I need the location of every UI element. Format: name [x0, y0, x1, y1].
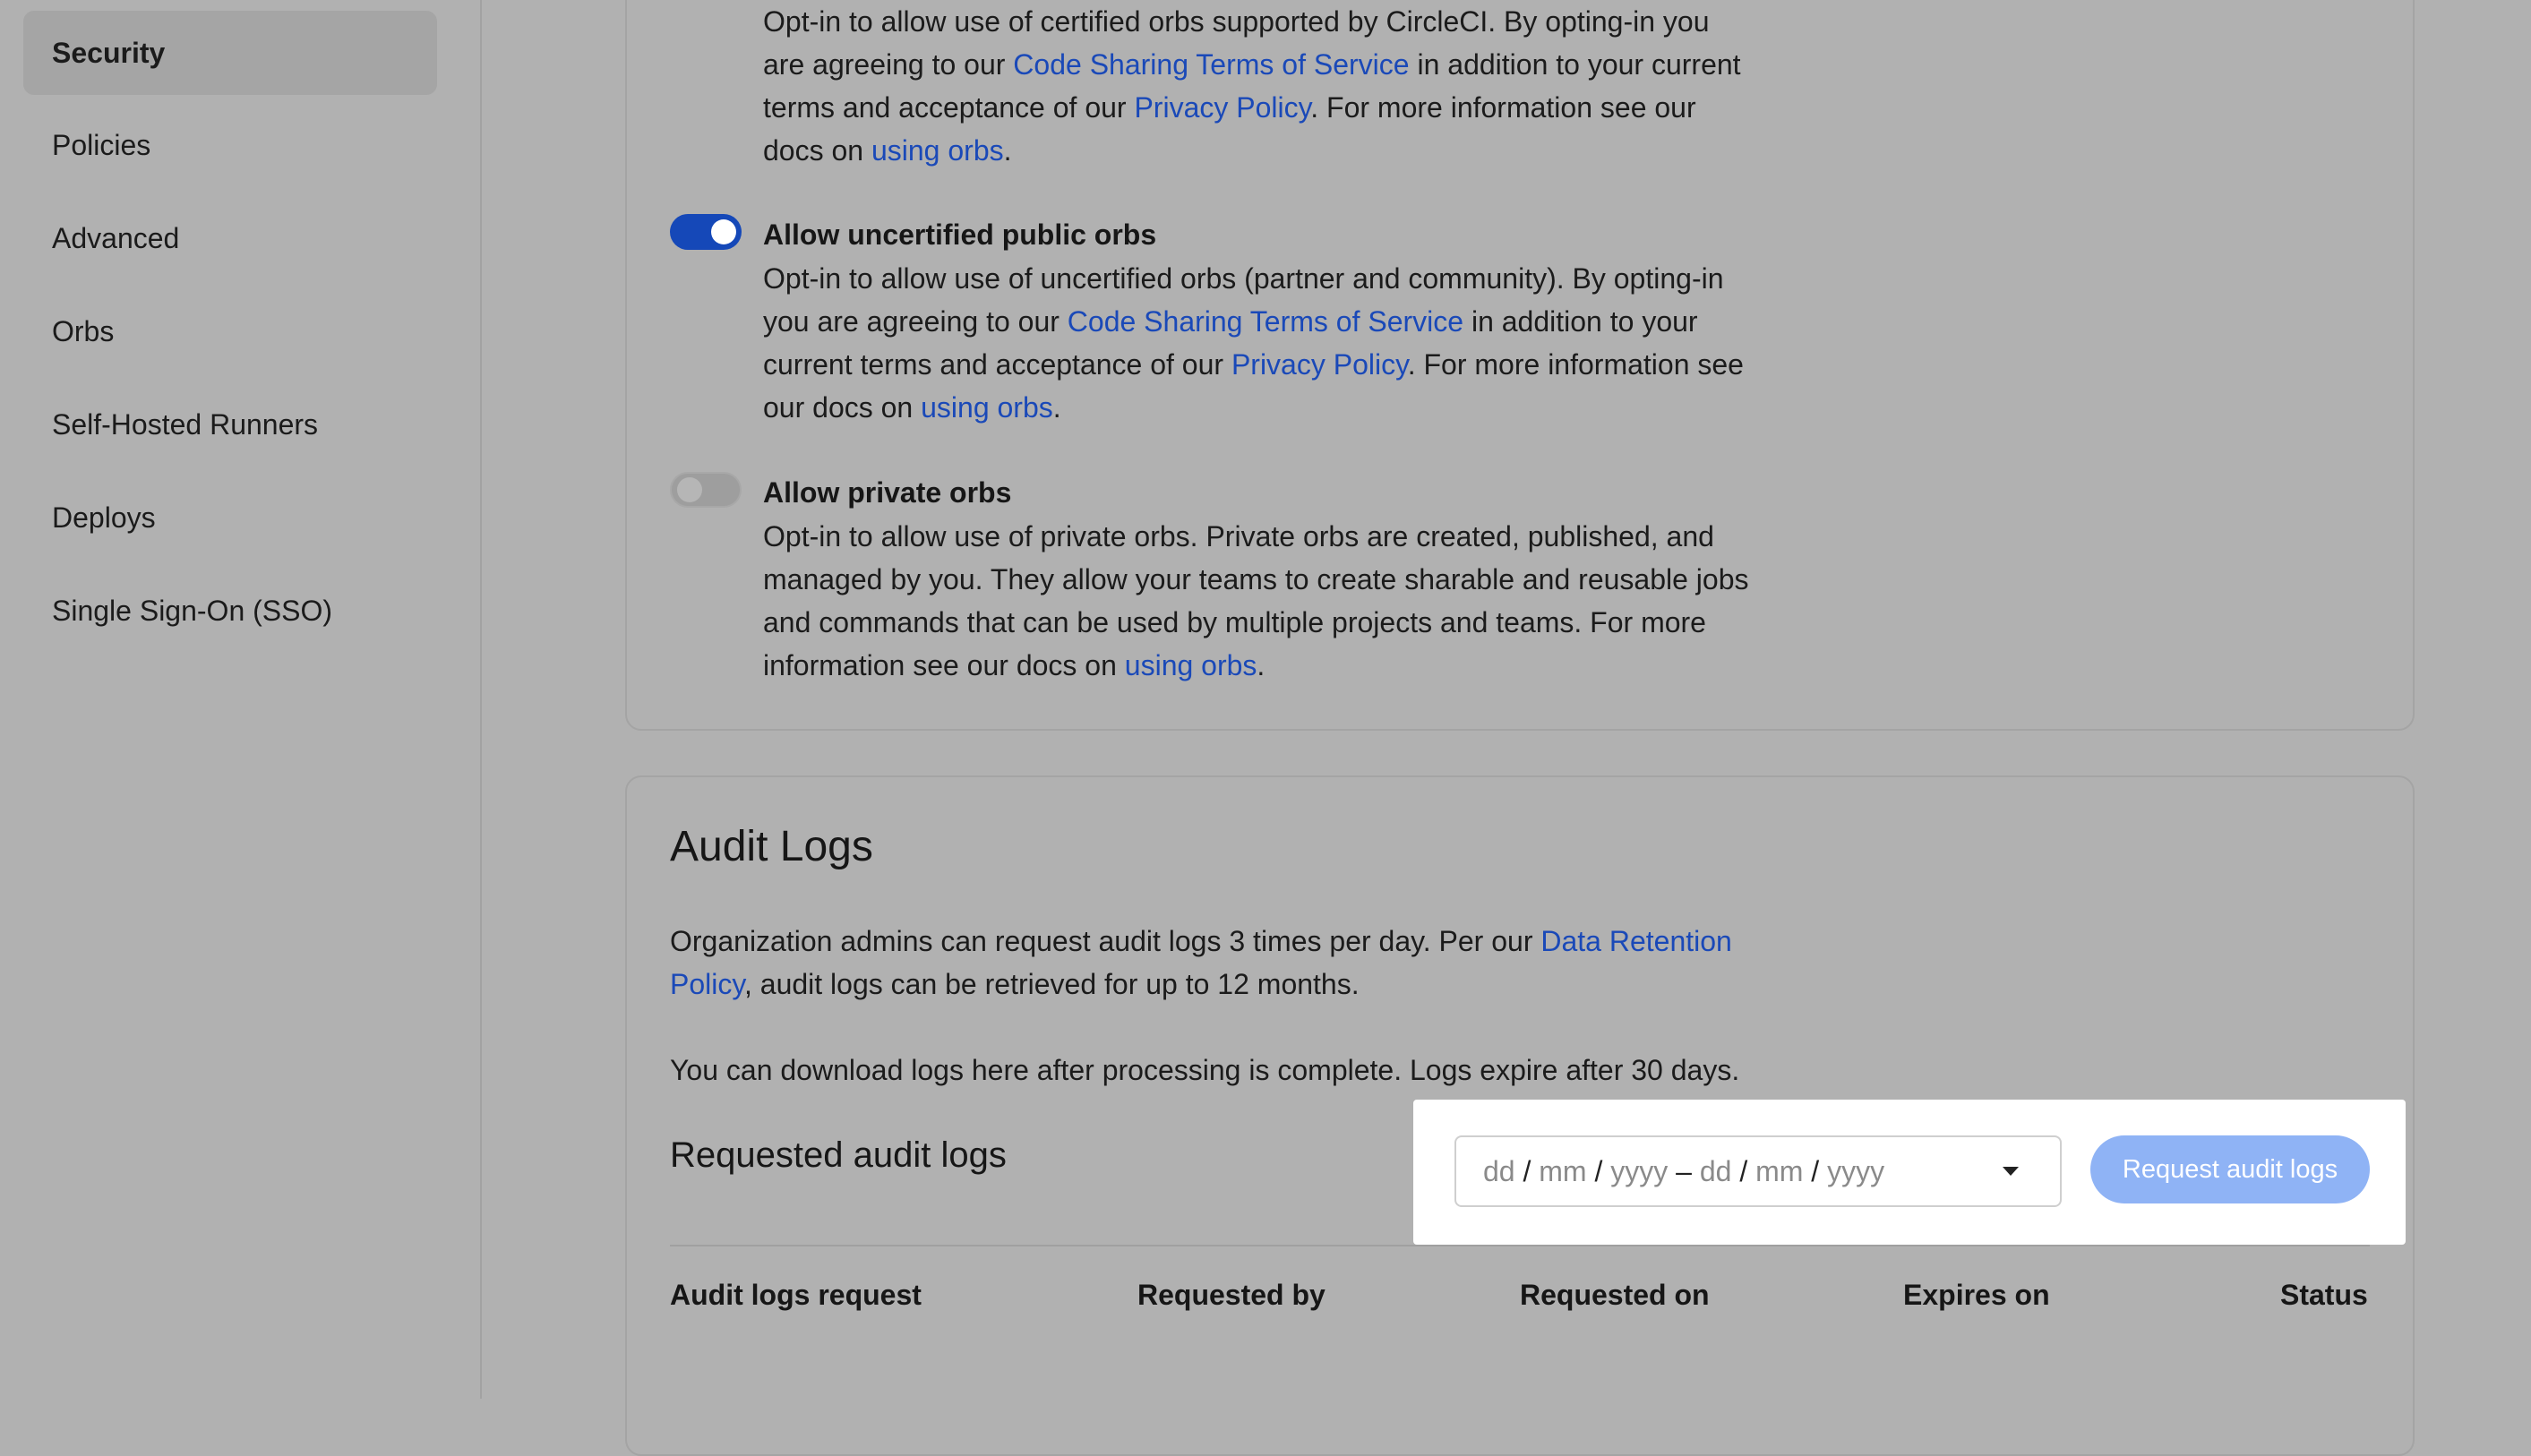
text-line: [763, 300, 1744, 343]
date-range-input[interactable]: [1454, 1135, 2062, 1207]
text: . For more information see our: [1310, 91, 1696, 124]
uncertified-orbs-title: Allow uncertified public orbs: [763, 218, 1157, 251]
text-line: and commands that can be used by multiple projects and teams. For more: [763, 606, 1706, 638]
audit-request-panel: [1413, 1100, 2406, 1245]
privacy-policy-link[interactable]: Privacy Policy: [1231, 348, 1408, 381]
end-month: mm: [1755, 1155, 1804, 1187]
text-line: [763, 644, 1749, 687]
text: docs on: [763, 134, 871, 167]
using-orbs-link[interactable]: using orbs: [1124, 649, 1257, 681]
private-orbs-toggle[interactable]: [670, 472, 742, 508]
date-separator: /: [1594, 1155, 1603, 1187]
text-line: [763, 343, 1744, 386]
text-line: Opt-in to allow use of private orbs. Private orbs are created, published, and: [763, 520, 1714, 552]
private-orbs-description: [763, 515, 1749, 687]
private-orbs-title: Allow private orbs: [763, 476, 1012, 509]
sidebar-item-deploys[interactable]: [23, 475, 437, 560]
text-line: [763, 43, 1741, 86]
text-line: [763, 86, 1741, 129]
start-year: yyyy: [1610, 1155, 1669, 1187]
sidebar-item-label: Orbs: [52, 315, 115, 347]
sidebar-item-policies[interactable]: [23, 103, 437, 187]
using-orbs-link[interactable]: using orbs: [871, 134, 1004, 167]
toggle-knob: [677, 477, 702, 502]
certified-orbs-description: [763, 0, 1741, 172]
sidebar-item-advanced[interactable]: [23, 196, 437, 280]
text: .: [1052, 391, 1061, 424]
start-day: dd: [1483, 1155, 1515, 1187]
code-sharing-terms-link[interactable]: Code Sharing Terms of Service: [1067, 305, 1464, 338]
sidebar-item-orbs[interactable]: [23, 289, 437, 373]
code-sharing-terms-link[interactable]: Code Sharing Terms of Service: [1013, 48, 1410, 81]
audit-logs-expiry-note: You can download logs here after processing is complete. Logs expire after 30 days.: [670, 1054, 1740, 1086]
text: our docs on: [763, 391, 922, 424]
sidebar-item-self-hosted-runners[interactable]: [23, 382, 437, 467]
text-line: [670, 963, 1732, 1006]
using-orbs-link[interactable]: using orbs: [921, 391, 1053, 424]
sidebar-item-label: Policies: [52, 129, 151, 161]
end-day: dd: [1699, 1155, 1732, 1187]
sidebar-item-security[interactable]: [23, 11, 437, 95]
uncertified-orbs-toggle[interactable]: [670, 214, 742, 250]
data-retention-policy-link[interactable]: Policy: [670, 968, 744, 1000]
request-audit-logs-button[interactable]: Request audit logs: [2090, 1135, 2370, 1203]
text: information see our docs on: [763, 649, 1125, 681]
sidebar: [0, 0, 482, 1399]
requested-audit-logs-heading: Requested audit logs: [670, 1135, 1007, 1175]
date-separator: /: [1811, 1155, 1820, 1187]
text: current terms and acceptance of our: [763, 348, 1231, 381]
column-header-status: Status: [2280, 1279, 2368, 1311]
text-line: [763, 129, 1741, 172]
text-line: Opt-in to allow use of uncertified orbs (partner and community). By opting-in: [763, 262, 1724, 295]
column-header-audit-logs-request: Audit logs request: [670, 1279, 922, 1311]
column-header-requested-on: Requested on: [1520, 1279, 1710, 1311]
date-separator: /: [1739, 1155, 1748, 1187]
text: terms and acceptance of our: [763, 91, 1135, 124]
text: . For more information see: [1407, 348, 1744, 381]
table-divider: [670, 1245, 2370, 1246]
column-header-expires-on: Expires on: [1903, 1279, 2050, 1311]
text: in addition to your: [1463, 305, 1698, 338]
text: .: [1003, 134, 1012, 167]
uncertified-orbs-description: [763, 257, 1744, 429]
column-header-requested-by: Requested by: [1137, 1279, 1326, 1311]
start-month: mm: [1539, 1155, 1587, 1187]
text: are agreeing to our: [763, 48, 1014, 81]
text: , audit logs can be retrieved for up to 12 months.: [743, 968, 1360, 1000]
text: you are agreeing to our: [763, 305, 1068, 338]
sidebar-item-label: Self-Hosted Runners: [52, 408, 319, 441]
text: .: [1257, 649, 1266, 681]
sidebar-item-label: Advanced: [52, 222, 180, 254]
chevron-down-icon[interactable]: [2003, 1167, 2019, 1176]
text: in addition to your current: [1409, 48, 1741, 81]
text-line: [763, 386, 1744, 429]
sidebar-item-label: Single Sign-On (SSO): [52, 595, 333, 627]
text: Organization admins can request audit logs 3 times per day. Per our: [670, 925, 1541, 957]
sidebar-item-label: Security: [52, 37, 166, 69]
text-line: managed by you. They allow your teams to create sharable and reusable jobs: [763, 563, 1749, 595]
text-line: [670, 920, 1732, 963]
audit-logs-description: [670, 920, 1732, 1006]
end-year: yyyy: [1827, 1155, 1885, 1187]
sidebar-item-sso[interactable]: [23, 569, 437, 653]
privacy-policy-link[interactable]: Privacy Policy: [1134, 91, 1311, 124]
text-line: Opt-in to allow use of certified orbs supported by CircleCI. By opting-in you: [763, 5, 1710, 38]
toggle-knob: [711, 219, 736, 244]
audit-logs-heading: Audit Logs: [670, 823, 873, 870]
sidebar-item-label: Deploys: [52, 501, 156, 534]
range-dash: –: [1676, 1155, 1692, 1187]
date-separator: /: [1523, 1155, 1531, 1187]
data-retention-policy-link[interactable]: Data Retention: [1540, 925, 1732, 957]
